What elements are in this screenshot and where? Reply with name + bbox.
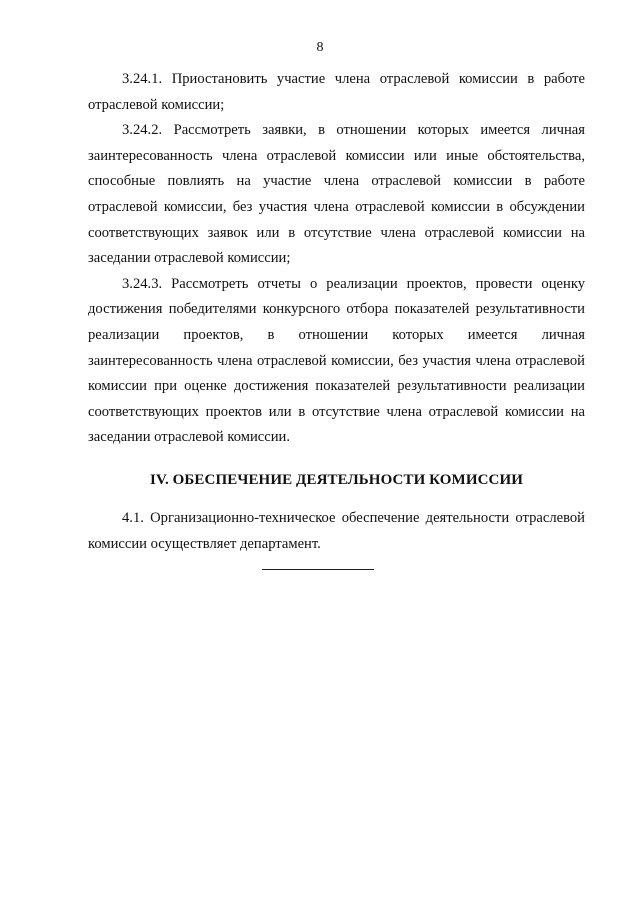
paragraph-3-24-1: 3.24.1. Приостановить участие члена отраслевой комиссии в работе отраслевой комиссии; <box>88 71 585 113</box>
paragraph-3-24-2: 3.24.2. Рассмотреть заявки, в отношении которых имеется личная заинтересованность члена отраслевой комиссии или иные обстоятельства, способные повлиять на участие члена отраслевой комиссии в работе отраслевой комиссии, без участия члена отраслевой комиссии в обсуждении соответствующих заявок или в отсутствие члена отраслевой комиссии на заседании отраслевой комиссии; <box>88 122 585 267</box>
end-separator-line <box>262 569 374 570</box>
page-number: 8 <box>316 40 324 55</box>
document-body <box>88 67 585 557</box>
paragraph-3-24-3: 3.24.3. Рассмотреть отчеты о реализации проектов, провести оценку достижения победителями конкурсного отбора показателей результативности реализации проектов, в отношении которых имеется личная заинтересованность члена отраслевой комиссии, без участия члена отраслевой комиссии при оценке достижения показателей результативности реализации соответствующих проектов или в отсутствие члена отраслевой комиссии на заседании отраслевой комиссии. <box>88 275 585 446</box>
paragraph-4-1: 4.1. Организационно-техническое обеспечение деятельности отраслевой комиссии осуществляет департамент. <box>88 509 585 552</box>
section-heading: IV. ОБЕСПЕЧЕНИЕ ДЕЯТЕЛЬНОСТИ КОМИССИИ <box>150 471 523 488</box>
